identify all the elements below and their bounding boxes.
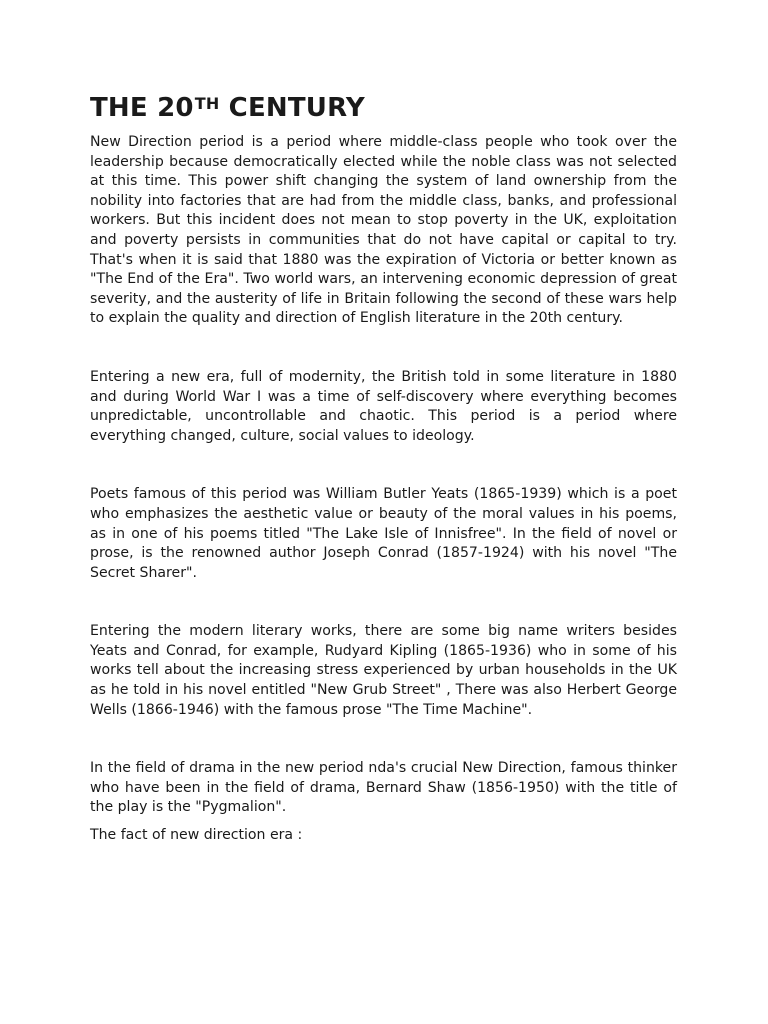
title-superscript: TH xyxy=(194,94,220,113)
paragraph-power-shift: New Direction period is a period where middle-class people who took over the leadership because democratically elected while the noble class was not selected at this time. This power shift changing the system of land ownership from the nobility into factories that are had from the middle class, banks, and professional workers. But this incident does not mean to stop poverty in the UK, exploitation and poverty persists in communities that do not have capital or capital to try. That's when it is said that 1880 was the expiration of Victoria or better known as "The End of the Era". Two world wars, an intervening economic depression of great severity, and the austerity of life in Britain following the second of these wars help to explain the quality and direction of English literature in the 20th century. xyxy=(90,134,677,327)
paragraph-drama: In the field of drama in the new period nda's crucial New Direction, famous thinker who have been in the field of drama, Bernard Shaw (1856-1950) with the title of the play is the "Pygmalion". xyxy=(90,760,677,816)
title-main: THE 20 xyxy=(90,93,194,123)
document-page xyxy=(90,92,677,846)
title-rest: CENTURY xyxy=(219,93,365,123)
paragraph-poets: Poets famous of this period was William Butler Yeats (1865-1939) which is a poet who emphasizes the aesthetic value or beauty of the moral values in his poems, as in one of his poems titled "The Lake Isle of Innisfree". In the field of novel or prose, is the renowned author Joseph Conrad (1857-1924) with his novel "The Secret Sharer". xyxy=(90,486,677,581)
paragraph-modern-writers: Entering the modern literary works, there are some big name writers besides Yeats and Conrad, for example, Rudyard Kipling (1865-1936) who in some of his works tell about the increasing stress experienced by urban households in the UK as he told in his novel entitled "New Grub Street" , There was also Herbert George Wells (1866-1946) with the famous prose "The Time Machine". xyxy=(90,623,677,718)
paragraph-facts-intro: The fact of new direction era : xyxy=(90,827,303,844)
page-title xyxy=(90,92,677,124)
paragraph-new-era: Entering a new era, full of modernity, the British told in some literature in 1880 and during World War I was a time of self-discovery where everything becomes unpredictable, uncontrollable and chaotic. This period is a period where everything changed, culture, social values to ideology. xyxy=(90,368,677,444)
